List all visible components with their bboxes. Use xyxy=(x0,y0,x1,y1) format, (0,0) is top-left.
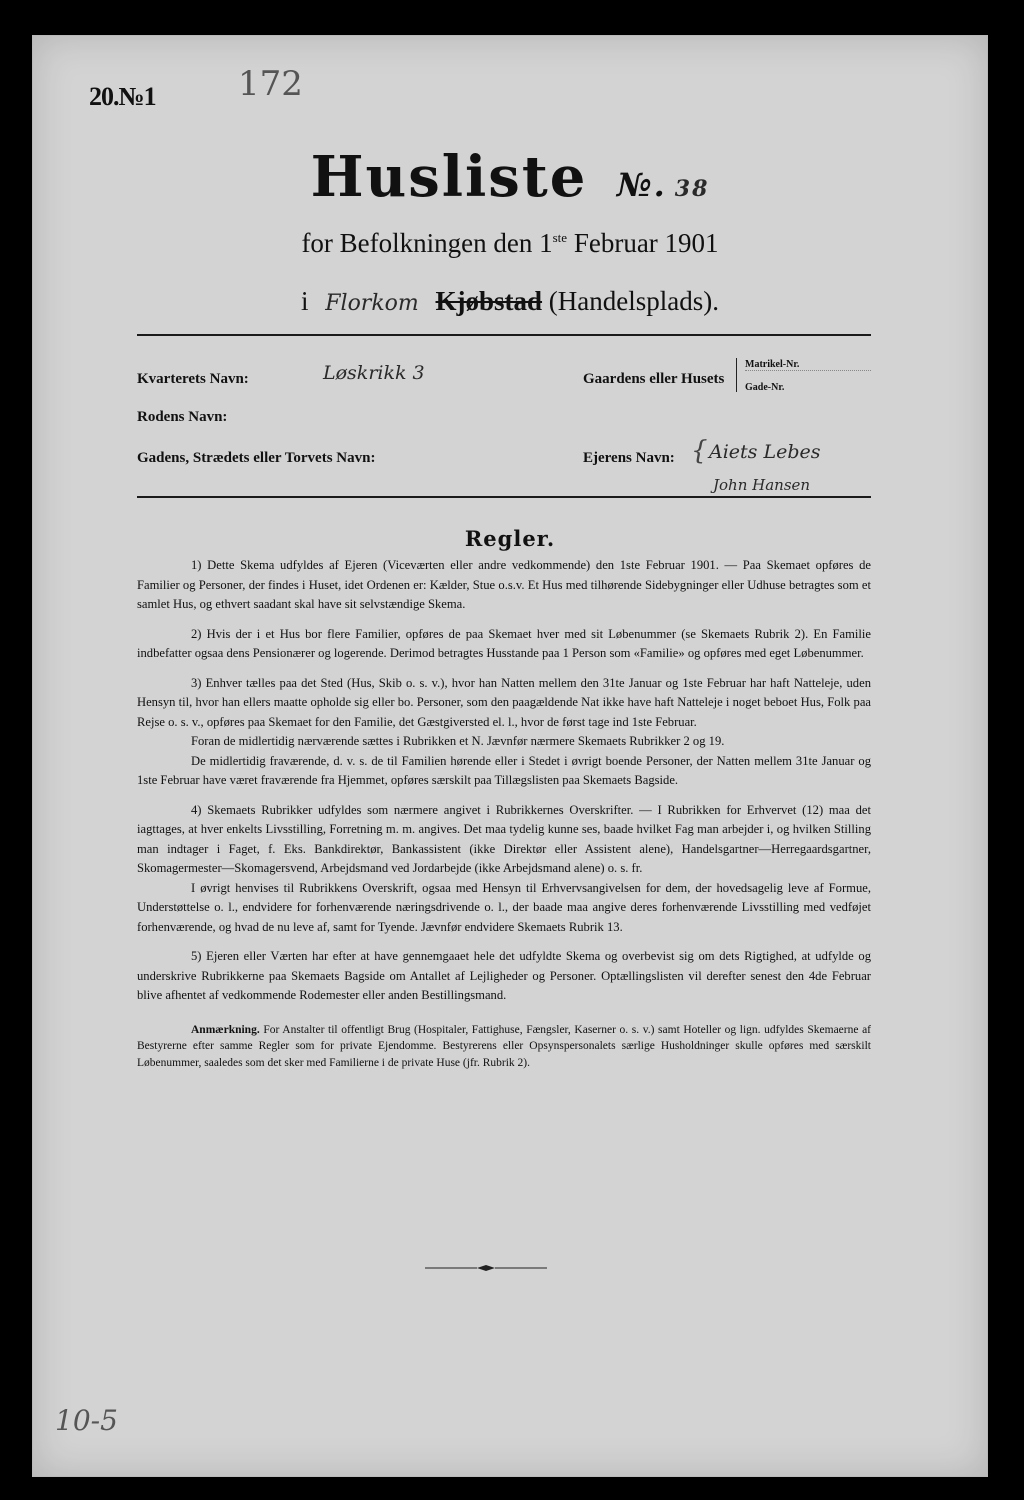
place-struck: Kjøbstad xyxy=(435,286,543,316)
subtitle-sup: ste xyxy=(552,230,568,245)
brace xyxy=(736,358,739,392)
ejer-label: Ejerens Navn: xyxy=(583,450,675,466)
rode-label: Rodens Navn: xyxy=(137,409,228,425)
census-form-page xyxy=(32,35,988,1477)
handwritten-list-number: 38 xyxy=(674,176,710,202)
title-number-label: №. xyxy=(616,166,667,204)
rules-body xyxy=(137,556,871,1081)
kvarter-label: Kvarterets Navn: xyxy=(137,371,249,387)
title-text: Husliste xyxy=(310,144,588,210)
rule-3c: De midlertidig fraværende, d. v. s. de til Familien hørende eller i Stedet i øvrigt boende Personer, der Natten mellem 31te Januar og 1ste Februar have været fraværende fra Hjemmet, opføres særskilt paa Tillægslisten paa Skemaets Bagside. xyxy=(137,753,871,787)
page-title xyxy=(33,144,987,210)
subtitle xyxy=(33,228,987,259)
handwritten-page-number: 172 xyxy=(238,64,303,104)
note-label: Anmærkning. xyxy=(191,1023,260,1036)
place-suffix: (Handelsplads). xyxy=(548,286,719,316)
note-text: For Anstalter til offentligt Brug (Hospitaler, Fattighuse, Fængsler, Kaserner o. s. v.) samt Hoteller og lign. udfyldes Skemaerne af Bestyrerne efter samme Regler som for private Ejendomme. Bestyrerens eller Opsynspersonalets særlige Husholdninger skulle opføres med særskilt Løbenummer, saaledes som det sker med Familierne i de private Huse (jfr. Rubrik 2). xyxy=(137,1023,872,1069)
subtitle-after: Februar 1901 xyxy=(567,228,719,258)
rule-4: 4) Skemaets Rubrikker udfyldes som nærmere angivet i Rubrikkernes Overskrifter. — I Rubrikken for Erhvervet (12) maa det iagttages, at hver enkelts Livsstilling, Forretning m. m. angives. Det maa tydelig kunne ses, baade hvilket Fag man arbejder i, og hvilken Stilling man indtager i Faget, f. Eks. Bankdirektør, Bankassistent (ikke Direktør eller Assistent alene), Handelsgartner—Herregaardsgartner, Skomagermester—Skomagersvend, Arbejdsmand ved Jordarbejde (ikke Arbejdsmand alene) o. s. fr. xyxy=(137,802,871,875)
rule-5: 5) Ejeren eller Værten har efter at have gennemgaaet hele det udfyldte Skema og overbevist sig om dets Rigtighed, at udfylde og underskrive Rubrikkerne paa Skemaets Bagside om Antallet af Lejligheder og Personer. Optællingslisten vil derefter senest den 4de Februar blive afhentet af vedkommende Rodemester eller anden Bestillingsmand. xyxy=(137,949,871,1002)
kvarter-value: Løskrikk 3 xyxy=(323,362,425,384)
gade-nr-label: Gade-Nr. xyxy=(745,382,785,393)
ejer-value-1: Aiets Lebes xyxy=(709,441,821,463)
ornament-divider xyxy=(425,1264,547,1272)
gade-label: Gadens, Strædets eller Torvets Navn: xyxy=(137,450,376,466)
rule-4b: I øvrigt henvises til Rubrikkens Overskrift, ogsaa med Hensyn til Erhvervsangivelsen for dem, der hovedsagelig leve af Formue, Understøttelse o. l., endvidere for forhenværende næringsdrivende o. l., der baade maa angive deres forhenværende Livsstilling med vedføjet forhenværende, og hvad de nu leve af, samt for Tyende. Jævnfør endvidere Skemaets Rubrik 13. xyxy=(137,880,871,934)
place-handwritten: Florkom xyxy=(325,291,419,316)
rule-1: 1) Dette Skema udfyldes af Ejeren (Viceværten eller andre vedkommende) den 1ste Februar 1901. — Paa Skemaet opføres de Familier og Personer, der findes i Huset, idet Ordenen er: Kælder, Stue o.s.v. Et Hus med tilhørende Sidebygninger eller Udhuse betragtes som et samlet Hus, og ethvert saadant skal have sit selvstændige Skema. xyxy=(137,558,871,611)
place-prefix: i xyxy=(301,286,309,316)
ejer-value-2: John Hansen xyxy=(713,476,811,494)
place-line xyxy=(33,286,987,317)
rule-3: 3) Enhver tælles paa det Sted (Hus, Skib o. s. v.), hvor han Natten mellem den 31te Januar og 1ste Februar har haft Natteleje, uden Hensyn til, hvor han ellers maatte opholde sig eller bo. Personer, som den paagældende Nat ikke have haft Natteleje i noget beboet Hus, Folk paa Rejse o. s. v., opføres paa Skemaet for den Familie, det Gæstgiversted el. l., hvor de først tage ind 1ste Februar. xyxy=(137,675,871,729)
divider-top xyxy=(137,334,871,336)
rules-heading: Regler. xyxy=(464,526,556,551)
ejer-brace: { xyxy=(691,436,708,466)
subtitle-before: for Befolkningen den 1 xyxy=(301,228,553,258)
rule-3b: Foran de midlertidig nærværende sættes i Rubrikken et N. Jævnfør nærmere Skemaets Rubrikker 2 og 19. xyxy=(191,734,725,748)
rule-2: 2) Hvis der i et Hus bor flere Familier, opføres de paa Skemaet hver med sit Løbenummer (se Skemaets Rubrik 2). En Familie indbefatter ogsaa dens Pensionærer og logerende. Derimod betragtes Husstande paa 1 Person som «Familie» og opføres med eget Løbenummer. xyxy=(137,626,871,660)
handwritten-bottom-note: 10-5 xyxy=(55,1404,118,1437)
form-code: 20.№1 xyxy=(89,82,156,111)
gaard-label: Gaardens eller Husets xyxy=(583,371,725,387)
matrikel-label: Matrikel-Nr. xyxy=(745,359,871,371)
divider-bottom xyxy=(137,496,871,498)
note xyxy=(137,1022,871,1072)
